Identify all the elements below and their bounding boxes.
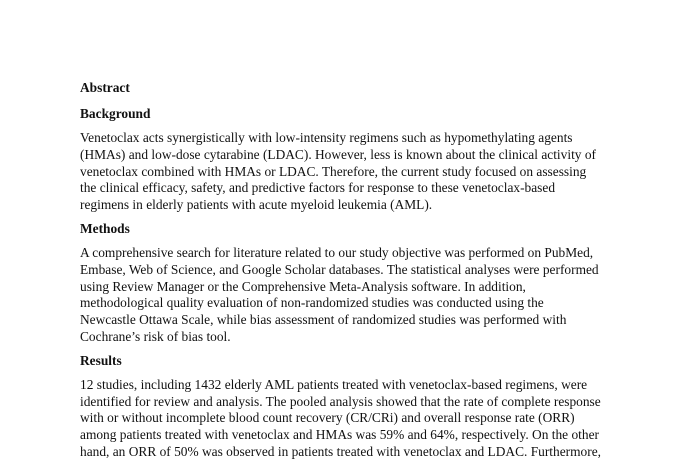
text-line: identified for review and analysis. The pooled analysis showed that the rate of complete response — [80, 393, 601, 409]
background-heading: Background — [80, 106, 151, 121]
text-line: regimens in elderly patients with acute myeloid leukemia (AML). — [80, 197, 433, 213]
methods-heading: Methods — [80, 220, 130, 236]
text-line: (HMAs) and low-dose cytarabine (LDAC). However, less is known about the clinical activity of — [80, 146, 596, 162]
text-line: venetoclax combined with HMAs or LDAC. Therefore, the current study focused on assessing — [80, 163, 587, 179]
text-line: using Review Manager or the Comprehensive Meta-Analysis software. In addition, — [80, 278, 526, 294]
text-line: 12 studies, including 1432 elderly AML patients treated with venetoclax-based regimens, were — [80, 376, 588, 392]
text-line: Cochrane’s risk of bias tool. — [80, 328, 231, 344]
text-line: hand, an ORR of 50% was observed in patients treated with venetoclax and LDAC. Furthermore, — [80, 443, 601, 459]
text-line: among patients treated with venetoclax and HMAs was 59% and 64%, respectively. On the other — [80, 427, 599, 443]
text-line: A comprehensive search for literature related to our study objective was performed on PubMed, — [80, 244, 594, 260]
text-line: Embase, Web of Science, and Google Scholar databases. The statistical analyses were performed — [80, 261, 599, 277]
methods-paragraph — [80, 245, 610, 346]
abstract-heading: Abstract — [80, 80, 130, 95]
text-line: Venetoclax acts synergistically with low-intensity regimens such as hypomethylating agents — [80, 130, 573, 145]
text-line: methodological quality evaluation of non-randomized studies was conducted using the — [80, 295, 544, 311]
background-paragraph — [80, 130, 610, 214]
text-line: the clinical efficacy, safety, and predictive factors for response to these venetoclax-based — [80, 180, 556, 196]
text-line: Newcastle Ottawa Scale, while bias assessment of randomized studies was performed with — [80, 312, 567, 328]
abstract-page — [80, 79, 610, 467]
text-line: with or without incomplete blood count recovery (CR/CRi) and overall response rate (ORR) — [80, 410, 575, 426]
results-paragraph — [80, 377, 610, 461]
results-heading: Results — [80, 352, 122, 368]
